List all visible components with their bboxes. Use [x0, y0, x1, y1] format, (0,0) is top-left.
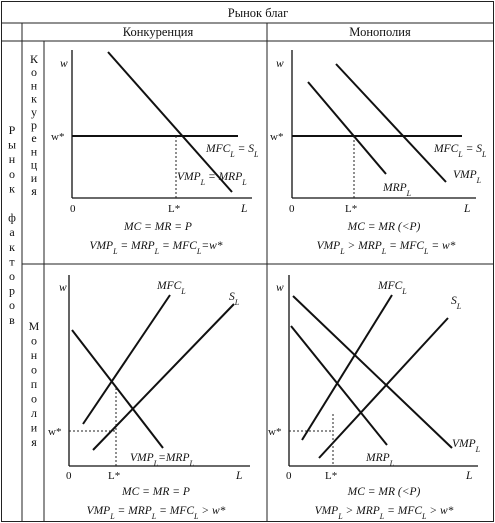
w-axis-label: w: [276, 282, 284, 294]
mrp-line: [308, 82, 386, 174]
condition-line-2: $VMP_L > MRP_L = MFC_L = w*$: [316, 240, 456, 256]
supply-label: $S_L$: [229, 291, 240, 307]
l-star-label: L*: [325, 470, 338, 482]
panel-competition-monopoly: [48, 275, 250, 521]
monopoly-letter-0: М: [28, 319, 40, 333]
l-axis-label: L: [464, 203, 471, 215]
competition-letter-2: н: [30, 78, 38, 93]
vmp-mrp-line: [72, 330, 163, 448]
competition-letter-10: я: [31, 184, 37, 198]
panel-competition-competition: [51, 50, 259, 256]
competition-letter-0: К: [29, 52, 39, 66]
vmp-line: [293, 296, 452, 448]
monopoly-letter-1: о: [31, 333, 37, 348]
w-star-label: w*: [51, 131, 65, 143]
monopoly-letter-6: л: [31, 406, 37, 420]
monopoly-row-label: [29, 319, 40, 449]
factor-market-side-label: [8, 123, 16, 327]
condition-line-2: $VMP_L = MRP_L = MFC_L > w*$: [86, 505, 226, 521]
condition-line-1: MC = MR (<P): [347, 486, 421, 498]
competition-letter-8: ц: [30, 157, 38, 172]
w-star-label: w*: [268, 426, 282, 438]
factor-market-letter-2: н: [8, 152, 16, 167]
competition-letter-7: н: [30, 144, 38, 159]
mfc-label: $MFC_L = S_L$: [206, 143, 259, 159]
competition-letter-9: и: [30, 170, 38, 185]
competition-letter-3: к: [31, 91, 37, 106]
mfc-label: $MFC_L$: [157, 280, 186, 296]
supply-label: $S_L$: [451, 295, 462, 311]
condition-line-1: MC = MR = P: [122, 486, 190, 498]
factor-market-letter-4: к: [9, 181, 15, 196]
factor-market-letter-0: Р: [8, 123, 16, 137]
condition-line-1: MC = MR = P: [124, 221, 192, 233]
factor-market-letter-13: в: [9, 312, 15, 327]
l-star-label: L*: [168, 203, 181, 215]
l-axis-label: L: [241, 203, 248, 215]
competition-letter-6: е: [31, 131, 37, 146]
l-star-label: L*: [108, 470, 121, 482]
factor-market-letter-8: к: [9, 239, 15, 254]
l-axis-label: L: [236, 470, 243, 482]
goods-market-header: Рынок благ: [227, 6, 289, 20]
mfc-line: [83, 295, 170, 424]
monopoly-letter-8: я: [31, 435, 37, 449]
panel-monopoly-competition: [270, 50, 487, 256]
vmp-line: [336, 64, 446, 182]
origin-label: 0: [70, 203, 76, 215]
mrp-line: [291, 326, 387, 445]
panel-monopoly-monopoly: [268, 275, 481, 521]
condition-line-1: MC = MR (<P): [347, 221, 421, 233]
monopoly-letter-4: п: [30, 377, 38, 391]
w-star-label: w*: [48, 426, 62, 438]
w-star-label: w*: [270, 131, 284, 143]
mfc-label: $MFC_L = S_L$: [434, 143, 487, 159]
monopoly-letter-2: н: [30, 348, 38, 362]
origin-label: 0: [66, 470, 72, 482]
vmp-mrp-label: $VMP_L=MRP_L$: [130, 452, 194, 468]
l-axis-label: L: [466, 470, 473, 482]
factor-market-letter-10: о: [9, 269, 15, 283]
factor-market-letter-3: о: [9, 166, 15, 181]
mrp-label: $MRP_L$: [366, 452, 395, 468]
vmp-label: $VMP_L$: [452, 438, 481, 454]
condition-line-2: $VMP_L > MRP_L = MFC_L > w*$: [314, 505, 454, 521]
w-axis-label: w: [60, 58, 68, 70]
competition-column-header: Конкуренция: [122, 25, 194, 39]
monopoly-letter-3: о: [31, 362, 37, 377]
monopoly-letter-5: о: [31, 391, 37, 406]
vmp-label: $VMP_L$: [453, 169, 482, 185]
l-star-label: L*: [345, 203, 358, 215]
mfc-label: $MFC_L$: [378, 280, 407, 296]
vmp-label: $VMP_L = MRP_L$: [177, 171, 247, 187]
origin-label: 0: [286, 470, 292, 482]
condition-line-2: $VMP_L = MRP_L = MFC_L=w*$: [89, 240, 223, 256]
w-axis-label: w: [59, 282, 67, 294]
competition-letter-4: у: [31, 104, 37, 119]
competition-row-label: [30, 52, 39, 198]
competition-letter-1: о: [31, 65, 37, 80]
monopoly-letter-7: и: [30, 420, 38, 435]
monopoly-column-header: Монополия: [349, 25, 411, 39]
competition-letter-5: р: [31, 118, 37, 132]
factor-market-letter-6: ф: [8, 210, 16, 225]
factor-market-letter-9: т: [9, 254, 15, 269]
origin-label: 0: [289, 203, 295, 215]
factor-market-letter-12: о: [9, 298, 15, 313]
w-axis-label: w: [276, 58, 284, 70]
factor-market-letter-11: р: [9, 283, 15, 298]
mrp-label: $MRP_L$: [383, 182, 412, 198]
factor-market-letter-1: ы: [7, 137, 17, 152]
table-frame: [2, 2, 494, 522]
factor-market-letter-7: а: [9, 225, 15, 240]
